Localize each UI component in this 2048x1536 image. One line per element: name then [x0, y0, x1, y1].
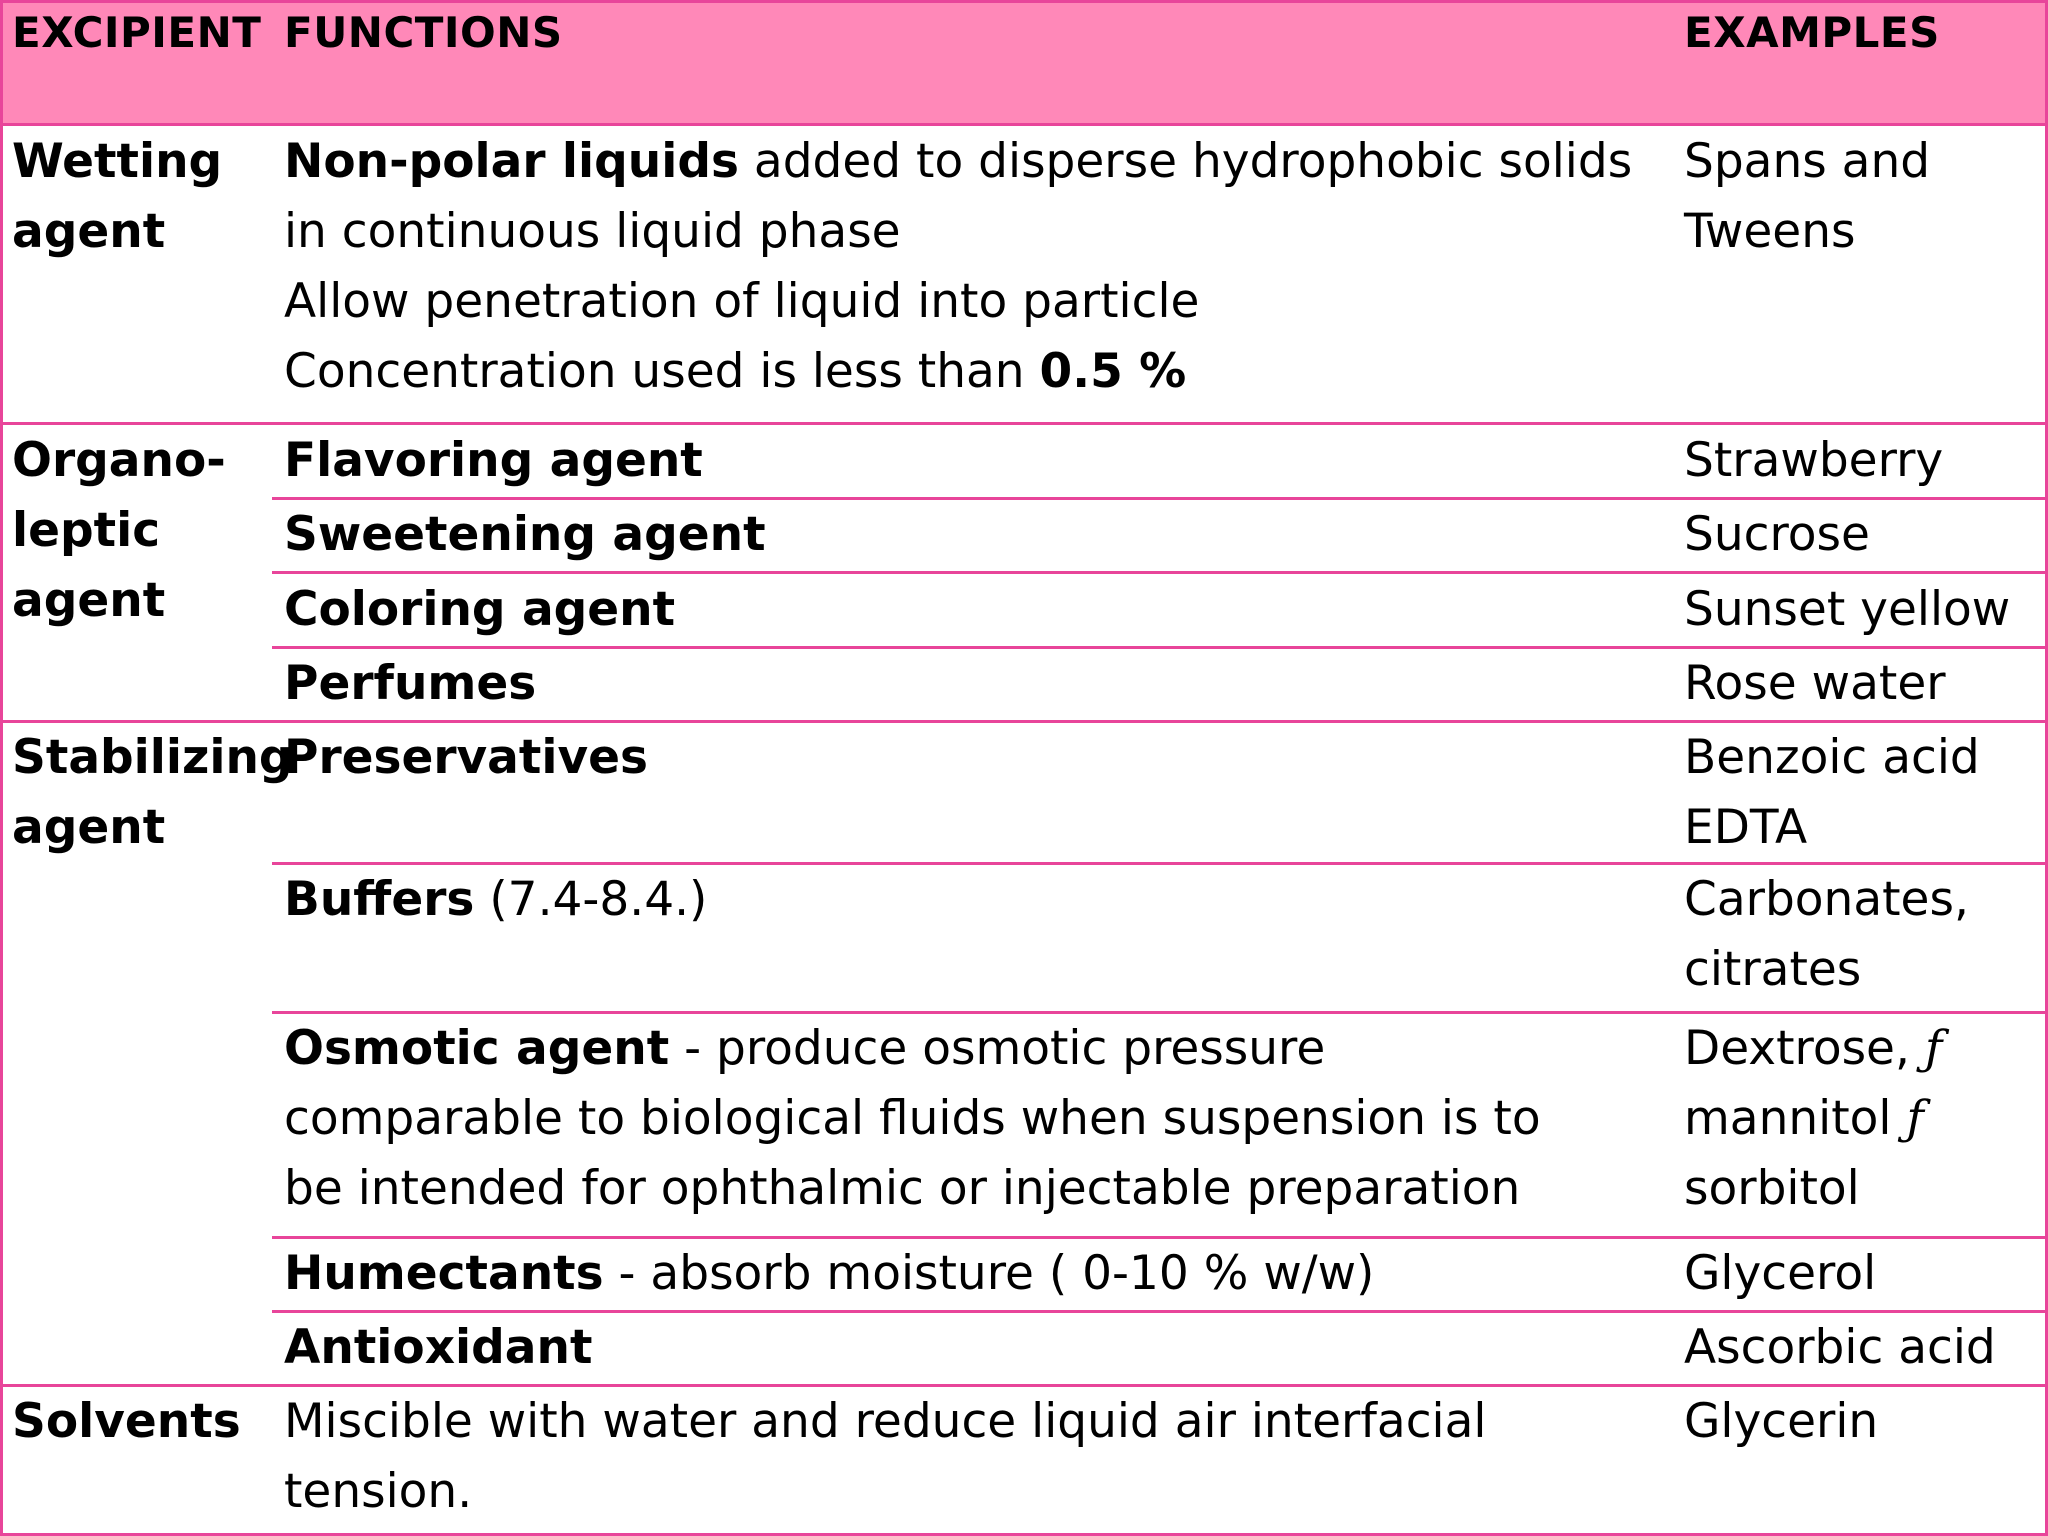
example-flavoring: Strawberry — [1684, 433, 1944, 488]
divider-sweetening — [272, 571, 2048, 574]
function-antioxidant: Antioxidant — [284, 1320, 593, 1375]
excipient-wetting-line2: agent — [12, 204, 166, 259]
example-sweetening: Sucrose — [1684, 507, 1870, 562]
function-flavoring: Flavoring agent — [284, 433, 703, 488]
example-preservatives-line1: Benzoic acid — [1684, 730, 1980, 785]
function-osmotic-bold: Osmotic agent — [284, 1021, 670, 1076]
excipient-stabilizing-line1: Stabilizing — [12, 730, 293, 785]
function-wetting-line4-text: Concentration used is less than — [284, 344, 1040, 399]
function-wetting-line4 — [284, 337, 1186, 407]
function-wetting-rest: added to disperse hydrophobic solids — [738, 134, 1633, 189]
header-functions: FUNCTIONS — [284, 8, 563, 57]
example-osmotic-line1 — [1684, 1014, 1942, 1084]
example-dextrose: Dextrose, — [1684, 1021, 1925, 1076]
divider-wetting — [0, 422, 2048, 425]
function-symbol-1: ƒ — [1924, 1021, 1943, 1076]
function-wetting-line3: Allow penetration of liquid into particle — [284, 274, 1200, 329]
function-buffers-bold: Buffers — [284, 872, 475, 927]
function-preservatives: Preservatives — [284, 730, 648, 785]
function-buffers — [284, 865, 707, 935]
header-examples: EXAMPLES — [1684, 8, 1940, 57]
function-symbol-2: ƒ — [1906, 1091, 1924, 1146]
example-perfumes: Rose water — [1684, 656, 1946, 711]
function-humectants-rest: - absorb moisture ( 0-10 % w/w) — [603, 1246, 1375, 1301]
excipient-organoleptic-line2: leptic — [12, 503, 161, 558]
example-humectants: Glycerol — [1684, 1246, 1877, 1301]
function-sweetening: Sweetening agent — [284, 507, 766, 562]
example-wetting-line2: Tweens — [1684, 204, 1856, 259]
excipient-solvents: Solvents — [12, 1394, 241, 1449]
function-perfumes: Perfumes — [284, 656, 537, 711]
example-wetting-line1: Spans and — [1684, 134, 1931, 189]
example-antioxidant: Ascorbic acid — [1684, 1320, 1996, 1375]
function-solvents-line1: Miscible with water and reduce liquid air interfacial — [284, 1394, 1487, 1449]
function-osmotic-rest: - produce osmotic pressure — [669, 1021, 1326, 1076]
example-buffers-line1: Carbonates, — [1684, 872, 1969, 927]
excipient-stabilizing-line2: agent — [12, 800, 166, 855]
example-preservatives-line2: EDTA — [1684, 800, 1808, 855]
example-osmotic-line2 — [1684, 1084, 1924, 1154]
function-wetting-concentration: 0.5 % — [1039, 344, 1187, 399]
example-buffers-line2: citrates — [1684, 942, 1862, 997]
function-osmotic-line2: comparable to biological fluids when suspension is to — [284, 1091, 1541, 1146]
example-coloring: Sunset yellow — [1684, 582, 2011, 637]
border-left — [0, 0, 3, 1536]
example-osmotic-line3: sorbitol — [1684, 1161, 1860, 1216]
example-solvents: Glycerin — [1684, 1394, 1879, 1449]
header-excipient: EXCIPIENT — [12, 8, 262, 57]
function-wetting-line2: in continuous liquid phase — [284, 204, 901, 259]
function-humectants — [284, 1239, 1374, 1309]
function-osmotic-line1 — [284, 1014, 1325, 1084]
excipient-organoleptic-line1: Organo- — [12, 433, 226, 488]
table-header — [0, 0, 2048, 126]
function-buffers-rest: (7.4-8.4.) — [474, 872, 708, 927]
border-top — [0, 0, 2048, 3]
excipient-organoleptic-line3: agent — [12, 573, 166, 628]
function-coloring: Coloring agent — [284, 582, 676, 637]
function-wetting-bold: Non-polar liquids — [284, 134, 739, 189]
function-wetting-line1 — [284, 127, 1632, 197]
function-solvents-line2: tension. — [284, 1464, 473, 1519]
example-mannitol: mannitol — [1684, 1091, 1907, 1146]
function-humectants-bold: Humectants — [284, 1246, 604, 1301]
function-osmotic-line3: be intended for ophthalmic or injectable preparation — [284, 1161, 1521, 1216]
excipient-wetting-line1: Wetting — [12, 134, 223, 189]
